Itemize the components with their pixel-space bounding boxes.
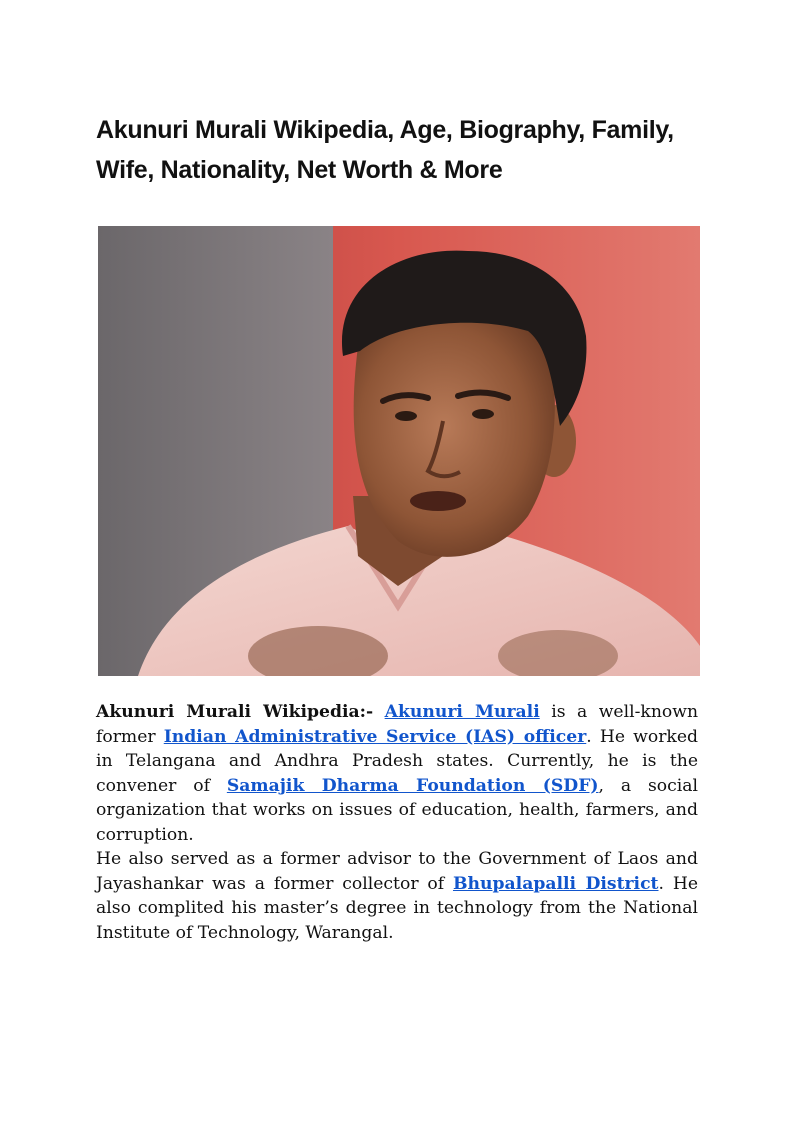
career-paragraph xyxy=(96,847,698,945)
intro-text-3: , a social organization that works on issues of education, health, farmers, and corruption. xyxy=(96,775,699,845)
bhupalapalli-district-link[interactable]: Bhupalapalli District xyxy=(452,873,659,894)
sdf-link[interactable]: Samajik Dharma Foundation (SDF) xyxy=(226,775,599,796)
intro-paragraph xyxy=(96,700,698,847)
intro-text-2: . He worked in Telangana and Andhra Pradesh states. Currently, he is the convener of xyxy=(96,726,698,796)
akunuri-murali-link[interactable]: Akunuri Murali xyxy=(384,702,540,722)
page-title: Akunuri Murali Wikipedia, Age, Biography, Family, Wife, Nationality, Net Worth & More xyxy=(96,116,674,184)
wiki-lead: Akunuri Murali Wikipedia:- xyxy=(96,702,374,722)
portrait-photo xyxy=(98,226,700,676)
career-text-2: . He also complited his master’s degree in technology from the National Institute of Technology, Warangal. xyxy=(96,873,698,943)
intro-text-1: is a well-known former xyxy=(96,702,699,747)
career-text-1: He also served as a former advisor to the Government of Laos and Jayashankar was a former collector of xyxy=(96,849,698,894)
ias-officer-link[interactable]: Indian Administrative Service (IAS) officer xyxy=(163,726,587,747)
